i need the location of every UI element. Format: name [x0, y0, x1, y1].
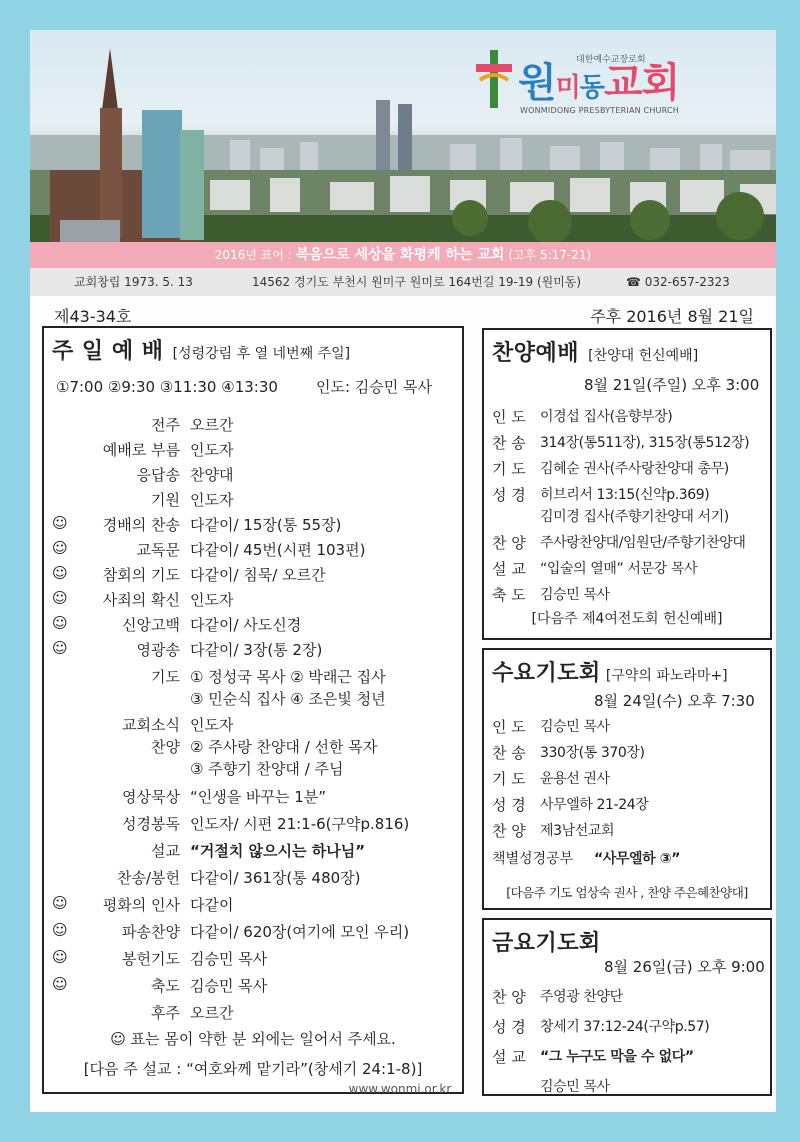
- order-value: 314장(통511장), 315장(통512장): [540, 435, 750, 451]
- order-label: 찬양: [151, 738, 180, 756]
- wednesday-title: 수요기도회: [492, 661, 601, 686]
- wednesday-title-row: [492, 656, 728, 687]
- order-value: 다같이/ 침묵/ 오르간: [190, 566, 326, 584]
- wednesday-next: [다음주 기도 엄상숙 권사 , 찬양 주은혜찬양대]: [506, 885, 748, 900]
- sunday-subtitle: [성령강림 후 열 네번째 주일]: [172, 346, 351, 362]
- order-label: 파송찬양: [122, 923, 180, 941]
- order-value: 창세기 37:12-24(구약p.57): [540, 1019, 710, 1035]
- order-value: 인도자: [190, 441, 234, 459]
- order-value: 다같이/ 사도신경: [190, 616, 302, 634]
- order-value: 주영광 찬양단: [540, 989, 623, 1005]
- order-label: 기 도: [492, 770, 526, 788]
- order-label: 참회의 기도: [102, 566, 180, 584]
- church-name-part: 동: [579, 73, 604, 103]
- standing-mark-icon: ☺: [52, 921, 68, 939]
- friday-title-row: [492, 926, 601, 957]
- order-value: “거절치 않으시는 하나님”: [190, 842, 366, 860]
- order-value: 찬양대: [190, 466, 234, 484]
- order-value: 다같이/ 3장(통 2장): [190, 641, 323, 659]
- order-value: 인도자: [190, 716, 234, 734]
- order-value: 다같이/ 361장(통 480장): [190, 869, 361, 887]
- wednesday-prayer-box: [482, 648, 772, 910]
- standing-note: ☺ 표는 몸이 약한 분 외에는 일어서 주세요.: [110, 1030, 396, 1048]
- order-label: 평화의 인사: [102, 896, 180, 914]
- church-info-bar: [30, 268, 776, 296]
- order-label: 기 도: [492, 460, 526, 478]
- order-value: 다같이/ 45번(시편 103편): [190, 541, 366, 559]
- bulletin-date: 주후 2016년 8월 21일: [590, 307, 754, 326]
- order-label: 기원: [151, 491, 180, 509]
- order-label: 사죄의 확신: [102, 591, 180, 609]
- study-value: “사무엘하 ③”: [594, 851, 681, 867]
- order-label: 축 도: [492, 586, 526, 604]
- service-times: ①7:00 ②9:30 ③11:30 ④13:30: [56, 378, 278, 396]
- order-value: 인도자/ 시편 21:1-6(구약p.816): [190, 815, 410, 833]
- wednesday-subtitle: [구약의 파노라마+]: [605, 668, 728, 684]
- order-value: 다같이/ 620장(여기에 모인 우리): [190, 923, 410, 941]
- website-url[interactable]: www.wonmi.or.kr: [348, 1082, 452, 1096]
- order-label: 찬송/봉헌: [116, 869, 180, 887]
- praise-title-row: [492, 336, 698, 367]
- standing-mark-icon: ☺: [52, 589, 68, 607]
- header-banner: [30, 30, 776, 242]
- sunday-worship-box: [42, 326, 464, 1094]
- church-name-part: 원: [518, 60, 556, 106]
- friday-time: 8월 26일(금) 오후 9:00: [604, 958, 765, 976]
- order-label: 신앙고백: [122, 616, 180, 634]
- motto-ref: (고후 5:17-21): [508, 248, 592, 262]
- order-value: “입술의 열매” 서문강 목사: [540, 561, 698, 577]
- order-label: 축도: [151, 977, 180, 995]
- order-value: 인도자: [190, 491, 234, 509]
- order-value: 김승민 목사: [540, 719, 610, 735]
- motto-text: 복음으로 세상을 화평케 하는 교회: [295, 247, 505, 263]
- standing-mark-icon: ☺: [52, 948, 68, 966]
- order-value: 제3남선교회: [540, 823, 615, 839]
- sunday-title: 주 일 예 배: [52, 339, 164, 364]
- denomination-label: 대한예수교장로회: [576, 55, 646, 65]
- order-label: 성경봉독: [122, 815, 180, 833]
- order-value: “인생을 바꾸는 1분”: [190, 788, 327, 806]
- standing-mark-icon: ☺: [52, 894, 68, 912]
- standing-mark-icon: ☺: [52, 539, 68, 557]
- order-label: 전주: [151, 416, 180, 434]
- order-value: 330장(통 370장): [540, 745, 645, 761]
- order-label: 교독문: [136, 541, 180, 559]
- order-label: 성 경: [492, 1018, 526, 1036]
- standing-mark-icon: ☺: [52, 514, 68, 532]
- order-value: 김혜순 권사(주사랑찬양대 총무): [540, 461, 729, 477]
- order-value: 다같이: [190, 896, 234, 914]
- church-name-part: 미: [555, 73, 580, 103]
- praise-next: [다음주 제4여전도회 헌신예배]: [531, 611, 723, 627]
- motto-bar: [30, 242, 776, 268]
- founded-date: 교회창립 1973. 5. 13: [74, 275, 193, 289]
- order-value: 인도자: [190, 591, 234, 609]
- motto-prefix: 2016년 표어 :: [214, 248, 292, 262]
- order-value: 김승민 목사: [540, 587, 610, 603]
- order-label: 설 교: [492, 560, 526, 578]
- order-value: 사무엘하 21-24장: [540, 797, 649, 813]
- order-value: 오르간: [190, 416, 234, 434]
- sunday-title-row: [52, 334, 350, 365]
- order-label: 설교: [151, 842, 180, 860]
- anthem-line: ③ 주향기 찬양대 / 주님: [190, 760, 344, 778]
- church-name-part: 교회: [603, 60, 680, 106]
- order-label: 후주: [151, 1004, 180, 1022]
- order-value: 김승민 목사: [190, 950, 268, 968]
- standing-mark-icon: ☺: [52, 975, 68, 993]
- order-value: 윤용선 권사: [540, 771, 610, 787]
- bulletin-page: [30, 30, 776, 1112]
- prayer-line: ① 정성국 목사 ② 박래근 집사: [190, 668, 386, 686]
- order-value: 오르간: [190, 1004, 234, 1022]
- order-value: 김승민 목사: [190, 977, 268, 995]
- friday-title: 금요기도회: [492, 931, 601, 956]
- order-label: 찬 양: [492, 534, 526, 552]
- order-label: 성 경: [492, 486, 526, 504]
- church-address: 14562 경기도 부천시 원미구 원미로 164번길 19-19 (원미동): [252, 275, 582, 289]
- order-label: 응답송: [136, 466, 180, 484]
- order-value: 이경섭 집사(음향부장): [540, 409, 673, 425]
- order-value: 히브리서 13:15(신약p.369): [540, 487, 710, 503]
- issue-number: 제43-34호: [54, 307, 132, 326]
- order-value: 다같이/ 15장(통 55장): [190, 516, 342, 534]
- next-sermon: [다음 주 설교 : “여호와께 맡기라”(창세기 24:1-8)]: [83, 1060, 423, 1078]
- order-label: 영상묵상: [122, 788, 180, 806]
- order-label: 인 도: [492, 408, 526, 426]
- friday-prayer-box: [482, 918, 772, 1096]
- order-label: 찬 송: [492, 744, 526, 762]
- standing-mark-icon: ☺: [52, 639, 68, 657]
- order-value: 김미경 집사(주향기찬양대 서기): [540, 509, 729, 525]
- service-leader: 인도: 김승민 목사: [316, 378, 433, 396]
- order-label: 예배로 부름: [102, 441, 180, 459]
- order-label: 찬 양: [492, 988, 526, 1006]
- friday-preacher: 김승민 목사: [540, 1079, 610, 1095]
- praise-worship-box: [482, 328, 772, 640]
- study-label: 책별성경공부: [492, 851, 574, 867]
- standing-mark-icon: ☺: [52, 614, 68, 632]
- praise-title: 찬양예배: [492, 341, 580, 366]
- prayer-line: ③ 민순식 집사 ④ 조은빛 청년: [190, 690, 386, 708]
- order-label: 성 경: [492, 796, 526, 814]
- order-value: “그 누구도 막을 수 없다”: [540, 1049, 694, 1065]
- order-label: 찬 양: [492, 822, 526, 840]
- order-value: 주사랑찬양대/임원단/주향기찬양대: [540, 535, 746, 551]
- praise-time: 8월 21일(주일) 오후 3:00: [584, 376, 760, 394]
- order-label: 봉헌기도: [122, 950, 180, 968]
- order-label: 인 도: [492, 718, 526, 736]
- standing-mark-icon: ☺: [52, 564, 68, 582]
- order-label: 기도: [151, 668, 180, 686]
- church-logo: [472, 46, 772, 126]
- order-label: 경배의 찬송: [102, 516, 180, 534]
- praise-subtitle: [찬양대 헌신예배]: [588, 348, 699, 364]
- order-label: 찬 송: [492, 434, 526, 452]
- order-label: 교회소식: [122, 716, 180, 734]
- order-label: 영광송: [136, 641, 180, 659]
- anthem-line: ② 주사랑 찬양대 / 선한 목자: [190, 738, 378, 756]
- church-name: [518, 60, 679, 111]
- church-phone: ☎ 032-657-2323: [626, 275, 730, 289]
- church-english-name: WONMIDONG PRESBYTERIAN CHURCH: [520, 106, 679, 115]
- wednesday-time: 8월 24일(수) 오후 7:30: [594, 692, 755, 710]
- cross-logo-icon: [476, 50, 512, 108]
- order-label: 설 교: [492, 1048, 526, 1066]
